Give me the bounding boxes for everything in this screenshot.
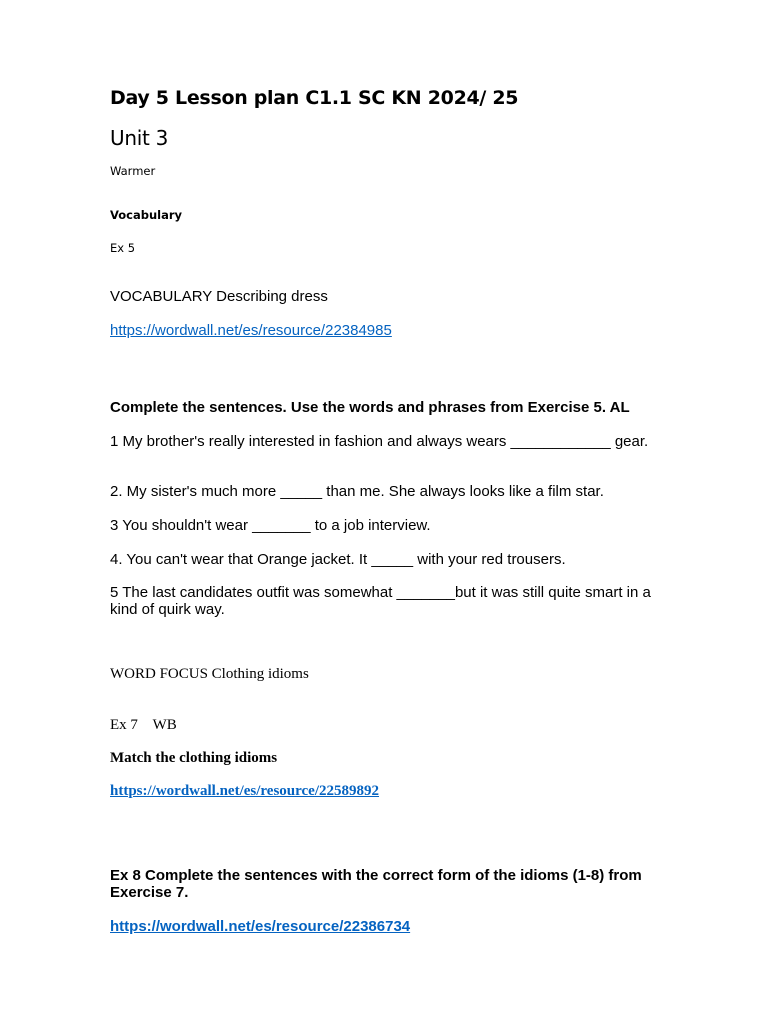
- vocabulary-heading: VOCABULARY Describing dress: [110, 288, 328, 305]
- sentence-3: 3 You shouldn't wear _______ to a job interview.: [110, 517, 431, 534]
- ex8-instruction: Ex 8 Complete the sentences with the correct form of the idioms (1-8) from Exercise 7.: [110, 867, 642, 901]
- ex7-label: Ex 7 WB: [110, 717, 177, 733]
- unit-heading: Unit 3: [110, 126, 168, 150]
- sentence-4: 4. You can't wear that Orange jacket. It _____ with your red trousers.: [110, 551, 566, 568]
- ex8-link[interactable]: https://wordwall.net/es/resource/22386734: [110, 918, 411, 935]
- ex5-label: Ex 5: [110, 241, 136, 255]
- vocabulary-link[interactable]: https://wordwall.net/es/resource/22384985: [110, 322, 392, 339]
- complete-instruction: Complete the sentences. Use the words and phrases from Exercise 5. AL: [110, 399, 630, 416]
- idioms-link[interactable]: https://wordwall.net/es/resource/22589892: [110, 783, 380, 799]
- warmer-label: Warmer: [110, 164, 156, 178]
- sentence-2: 2. My sister's much more _____ than me. She always looks like a film star.: [110, 483, 604, 500]
- word-focus-heading: WORD FOCUS Clothing idioms: [110, 666, 309, 682]
- sentence-5: 5 The last candidates outfit was somewhat _______but it was still quite smart in a kind of quirk way.: [110, 584, 651, 618]
- match-instruction: Match the clothing idioms: [110, 750, 278, 766]
- sentence-1: 1 My brother's really interested in fashion and always wears ____________ gear.: [110, 433, 649, 450]
- vocabulary-label: Vocabulary: [110, 208, 183, 222]
- page-title: Day 5 Lesson plan C1.1 SC KN 2024/ 25: [110, 87, 519, 109]
